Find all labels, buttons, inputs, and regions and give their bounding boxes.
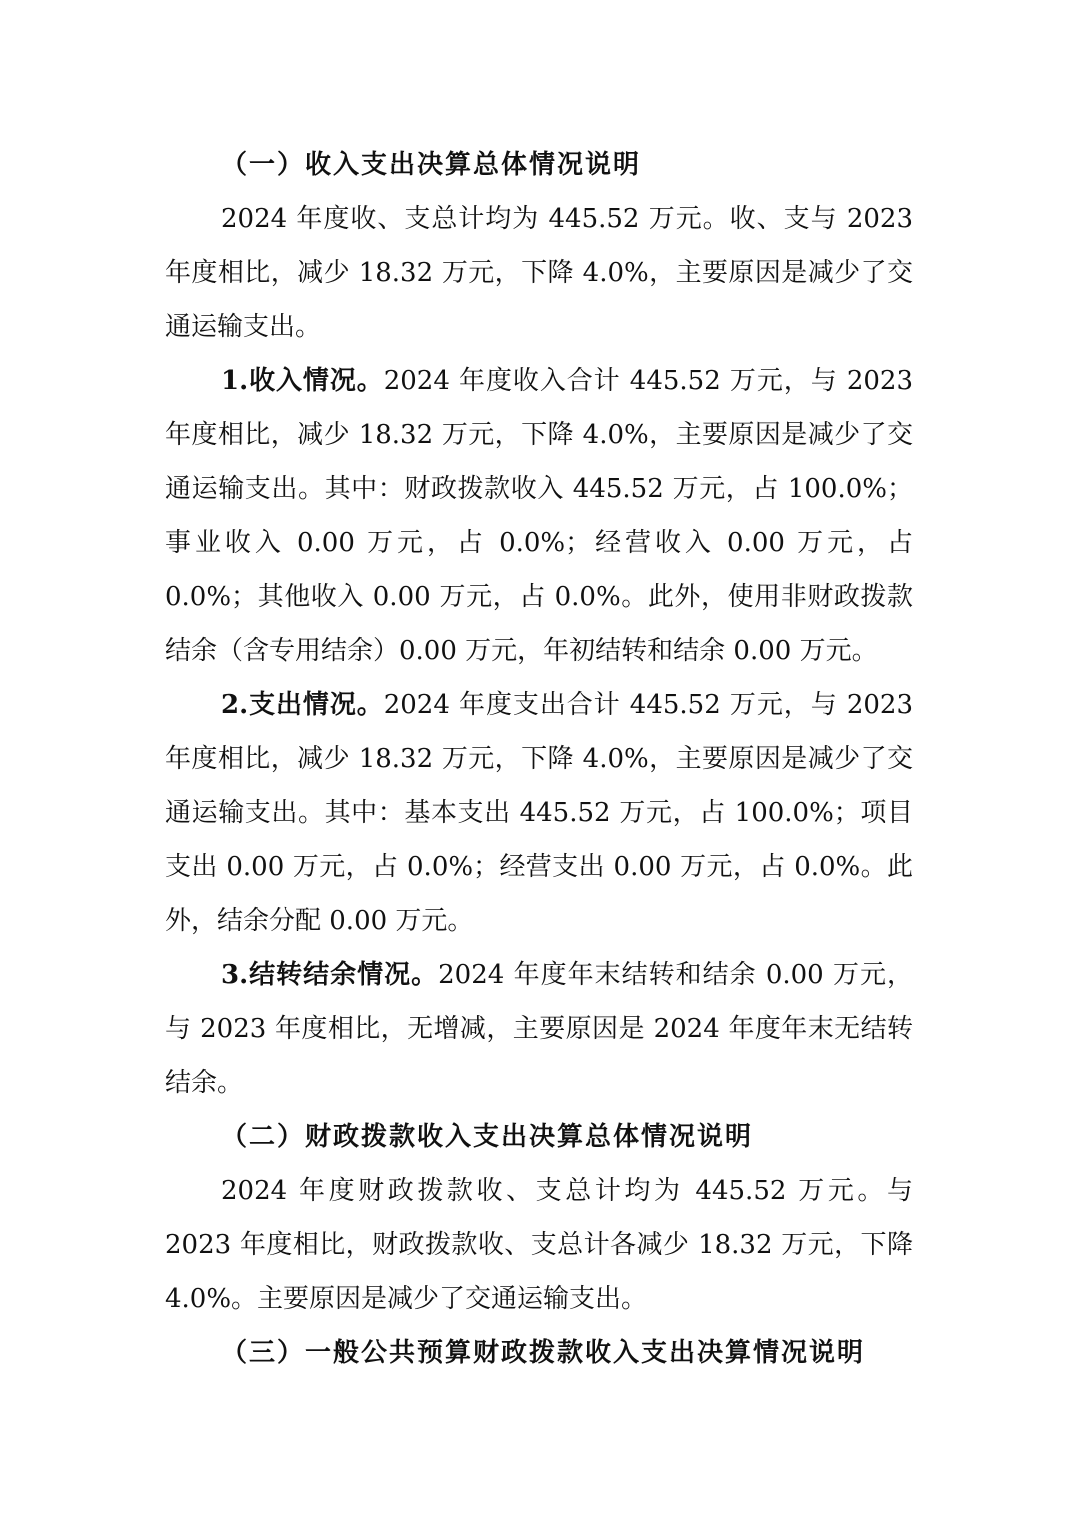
expense-text: 2024 年度支出合计 445.52 万元，与 2023 年度相比，减少 18.32 万元，下降 4.0%，主要原因是减少了交通运输支出。其中：基本支出 445.52 万元，占 100.0%；项目支出 0.00 万元，占 0.0%；经营支出 0.00 万元，占 0.0%。此外，结余分配 0.00 万元。: [165, 690, 913, 936]
section-1-intro-paragraph: 2024 年度收、支总计均为 445.52 万元。收、支与 2023 年度相比，减少 18.32 万元，下降 4.0%，主要原因是减少了交通运输支出。: [165, 204, 913, 342]
balance-lead: 3.结转结余情况。: [221, 960, 439, 990]
section-3-heading: （三）一般公共预算财政拨款收入支出决算情况说明: [221, 1338, 866, 1368]
section-2-heading: （二）财政拨款收入支出决算总体情况说明: [221, 1122, 754, 1152]
balance-text: 2024 年度年末结转和结余 0.00 万元，与 2023 年度相比，无增减，主要原因是 2024 年度年末无结转结余。: [165, 960, 913, 1098]
expense-paragraph: [165, 678, 913, 948]
income-paragraph: [165, 354, 913, 678]
balance-paragraph: [165, 948, 913, 1110]
income-text: 2024 年度收入合计 445.52 万元，与 2023 年度相比，减少 18.32 万元，下降 4.0%，主要原因是减少了交通运输支出。其中：财政拨款收入 445.52 万元，占 100.0%；事业收入 0.00 万元，占 0.0%；经营收入 0.00 万元，占 0.0%；其他收入 0.00 万元，占 0.0%。此外，使用非财政拨款结余（含专用结余）0.00 万元，年初结转和结余 0.00 万元。: [165, 366, 913, 666]
expense-lead: 2.支出情况。: [221, 690, 384, 720]
section-1-heading: （一）收入支出决算总体情况说明: [221, 150, 642, 180]
income-lead: 1.收入情况。: [221, 366, 384, 396]
section-2-paragraph: 2024 年度财政拨款收、支总计均为 445.52 万元。与 2023 年度相比，财政拨款收、支总计各减少 18.32 万元，下降 4.0%。主要原因是减少了交通运输支出。: [165, 1176, 913, 1314]
document-body: [165, 138, 913, 1380]
